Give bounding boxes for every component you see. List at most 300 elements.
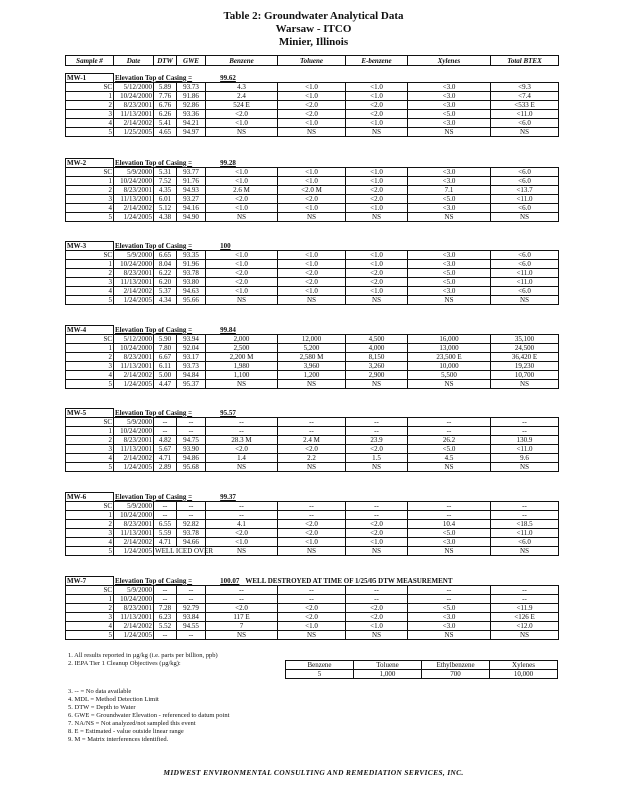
table-cell: 11/13/2001 xyxy=(114,445,154,454)
table-cell: 4 xyxy=(66,287,114,296)
ieta-benzene-header: Benzene xyxy=(286,661,354,670)
table-cell: 1 xyxy=(66,595,114,604)
table-cell: 2.2 xyxy=(278,454,346,463)
table-cell: 5/9/2000 xyxy=(114,168,154,177)
table-cell: <6.0 xyxy=(491,287,559,296)
table-row xyxy=(66,269,559,278)
table-row xyxy=(66,278,559,287)
table-row xyxy=(66,622,559,631)
table-cell: -- xyxy=(154,595,177,604)
table-cell: 4 xyxy=(66,119,114,128)
table-cell: -- xyxy=(206,595,278,604)
table-cell: 11/13/2001 xyxy=(114,362,154,371)
table-cell: <2.0 xyxy=(278,278,346,287)
table-cell: <11.0 xyxy=(491,110,559,119)
table-cell: 1/24/2005 xyxy=(114,380,154,389)
table-cell: <1.0 xyxy=(206,204,278,213)
table-cell: 10.4 xyxy=(408,520,491,529)
well-status-note: WELL DESTROYED AT TIME OF 1/25/05 DTW MEASUREMENT xyxy=(245,576,453,585)
table-cell: 93.77 xyxy=(177,168,206,177)
ieta-toluene-header: Toluene xyxy=(354,661,422,670)
table-cell: <3.0 xyxy=(408,92,491,101)
table-cell: <6.0 xyxy=(491,538,559,547)
column-header-row xyxy=(66,56,559,66)
table-row xyxy=(66,344,559,353)
table-cell: 8/23/2001 xyxy=(114,269,154,278)
table-cell: -- xyxy=(491,502,559,511)
col-xylenes: Xylenes xyxy=(408,56,491,66)
table-cell: 2 xyxy=(66,520,114,529)
table-cell: 7.1 xyxy=(408,186,491,195)
company-footer: MIDWEST ENVIRONMENTAL CONSULTING AND REMEDIATION SERVICES, INC. xyxy=(163,768,464,777)
table-cell: -- xyxy=(491,595,559,604)
table-cell: 94.97 xyxy=(177,128,206,137)
table-cell: <1.0 xyxy=(346,177,408,186)
well-name: MW-5 xyxy=(66,409,114,418)
well-header-row xyxy=(66,159,559,168)
table-cell: <126 E xyxy=(491,613,559,622)
table-cell: 6.55 xyxy=(154,520,177,529)
col-dtw: DTW xyxy=(154,56,177,66)
table-cell: -- xyxy=(408,502,491,511)
well-header-row xyxy=(66,409,559,418)
table-cell: 7 xyxy=(206,622,278,631)
table-cell: <2.0 xyxy=(278,520,346,529)
table-cell: 5/12/2000 xyxy=(114,83,154,92)
table-cell: 4 xyxy=(66,371,114,380)
table-cell: <6.0 xyxy=(491,204,559,213)
table-cell: 94.84 xyxy=(177,371,206,380)
table-cell: 1/24/2005 xyxy=(114,463,154,472)
table-cell: <6.0 xyxy=(491,168,559,177)
table-cell: <1.0 xyxy=(206,119,278,128)
col-toluene: Toluene xyxy=(278,56,346,66)
elevation-label: Elevation Top of Casing = xyxy=(115,325,193,334)
table-cell: <2.0 xyxy=(346,101,408,110)
table-cell: 5 xyxy=(66,213,114,222)
table-row xyxy=(66,613,559,622)
table-cell: 95.68 xyxy=(177,463,206,472)
table-cell: NS xyxy=(206,380,278,389)
table-cell: -- xyxy=(491,418,559,427)
table-cell: 2.89 xyxy=(154,463,177,472)
well-header-row xyxy=(66,74,559,83)
table-cell: 1/24/2005 xyxy=(114,547,154,556)
table-cell: 93.78 xyxy=(177,529,206,538)
table-cell: 2/14/2002 xyxy=(114,622,154,631)
table-cell: 93.27 xyxy=(177,195,206,204)
table-cell: 11/13/2001 xyxy=(114,278,154,287)
table-cell: <6.0 xyxy=(491,251,559,260)
table-cell: -- xyxy=(278,502,346,511)
table-cell: NS xyxy=(346,463,408,472)
table-cell: 10,700 xyxy=(491,371,559,380)
table-cell: SC xyxy=(66,418,114,427)
table-cell: 11/13/2001 xyxy=(114,613,154,622)
table-cell: 1 xyxy=(66,260,114,269)
table-cell: <7.4 xyxy=(491,92,559,101)
table-cell: <11.0 xyxy=(491,445,559,454)
table-cell: <2.0 xyxy=(346,529,408,538)
table-cell: 6.22 xyxy=(154,269,177,278)
table-cell: 5.12 xyxy=(154,204,177,213)
table-row xyxy=(66,128,559,137)
table-cell: 6.23 xyxy=(154,613,177,622)
column-header-table xyxy=(65,55,559,66)
table-cell: 2/14/2002 xyxy=(114,287,154,296)
table-cell: <2.0 xyxy=(346,269,408,278)
table-cell: 130.9 xyxy=(491,436,559,445)
table-cell: <1.0 xyxy=(278,119,346,128)
table-cell: 4.34 xyxy=(154,296,177,305)
table-cell: 5.52 xyxy=(154,622,177,631)
table-cell: <533 E xyxy=(491,101,559,110)
table-cell: 5.00 xyxy=(154,371,177,380)
table-cell: 4.71 xyxy=(154,454,177,463)
well-table-mw-6 xyxy=(65,492,559,556)
table-cell: -- xyxy=(278,511,346,520)
table-cell: 5/12/2000 xyxy=(114,335,154,344)
table-row xyxy=(66,213,559,222)
table-cell: <2.0 xyxy=(278,613,346,622)
col-date: Date xyxy=(114,56,154,66)
table-cell: -- xyxy=(278,418,346,427)
table-cell: NS xyxy=(408,296,491,305)
table-cell: 23,500 E xyxy=(408,353,491,362)
table-cell: 1 xyxy=(66,427,114,436)
table-cell: -- xyxy=(346,511,408,520)
table-cell: <3.0 xyxy=(408,251,491,260)
table-cell: 2,900 xyxy=(346,371,408,380)
table-cell: 94.75 xyxy=(177,436,206,445)
table-cell: -- xyxy=(177,595,206,604)
table-cell: 91.86 xyxy=(177,92,206,101)
table-row xyxy=(66,296,559,305)
table-cell: 6.01 xyxy=(154,195,177,204)
well-header-row xyxy=(66,493,559,502)
table-cell: -- xyxy=(408,418,491,427)
table-row xyxy=(66,586,559,595)
table-cell: 2 xyxy=(66,436,114,445)
table-cell: -- xyxy=(491,511,559,520)
table-cell: <1.0 xyxy=(346,251,408,260)
table-cell: NS xyxy=(346,380,408,389)
notes-bottom xyxy=(68,688,229,744)
table-cell: NS xyxy=(278,380,346,389)
table-row xyxy=(66,595,559,604)
table-cell: NS xyxy=(278,213,346,222)
elevation-label: Elevation Top of Casing = xyxy=(115,492,193,501)
table-cell: <12.0 xyxy=(491,622,559,631)
note-5: 5. DTW = Depth to Water xyxy=(68,704,136,711)
table-cell: 1,980 xyxy=(206,362,278,371)
table-cell: 93.73 xyxy=(177,362,206,371)
table-cell: 94.63 xyxy=(177,287,206,296)
table-cell: 8/23/2001 xyxy=(114,604,154,613)
table-cell: 5 xyxy=(66,380,114,389)
well-name: MW-7 xyxy=(66,577,114,586)
table-cell: 91.76 xyxy=(177,177,206,186)
table-row xyxy=(66,631,559,640)
table-cell: 26.2 xyxy=(408,436,491,445)
table-cell: 4.5 xyxy=(408,454,491,463)
elevation-label: Elevation Top of Casing = xyxy=(115,158,193,167)
note-6: 6. GWE = Groundwater Elevation - referenced to datum point xyxy=(68,712,230,719)
table-cell: 36,420 E xyxy=(491,353,559,362)
table-cell: 3 xyxy=(66,110,114,119)
well-table-mw-5 xyxy=(65,408,559,472)
table-row xyxy=(66,511,559,520)
table-cell: <1.0 xyxy=(346,83,408,92)
table-cell: NS xyxy=(278,296,346,305)
table-cell: WELL ICED OVER xyxy=(155,547,214,555)
table-cell: NS xyxy=(346,631,408,640)
table-cell: 2 xyxy=(66,186,114,195)
table-row xyxy=(66,119,559,128)
table-cell: 93.90 xyxy=(177,445,206,454)
table-cell: <1.0 xyxy=(278,538,346,547)
table-row xyxy=(66,520,559,529)
col-benzene: Benzene xyxy=(206,56,278,66)
table-cell: -- xyxy=(491,586,559,595)
table-cell: 92.82 xyxy=(177,520,206,529)
note-8: 8. E = Estimated - value outside linear range xyxy=(68,728,184,735)
table-cell: 3 xyxy=(66,613,114,622)
table-cell: 10/24/2000 xyxy=(114,177,154,186)
well-name: MW-4 xyxy=(66,326,114,335)
table-cell: NS xyxy=(408,128,491,137)
table-cell: -- xyxy=(154,586,177,595)
table-cell: <13.7 xyxy=(491,186,559,195)
table-cell: 11/13/2001 xyxy=(114,110,154,119)
table-cell: <5.0 xyxy=(408,604,491,613)
table-cell: 5.89 xyxy=(154,83,177,92)
elevation-label: Elevation Top of Casing = xyxy=(115,241,193,250)
table-cell: 2/14/2002 xyxy=(114,454,154,463)
table-cell: <2.0 xyxy=(206,278,278,287)
table-cell: 93.17 xyxy=(177,353,206,362)
table-cell: <2.0 xyxy=(278,445,346,454)
table-cell: 94.90 xyxy=(177,213,206,222)
elevation-value: 99.28 xyxy=(220,158,236,167)
table-cell: <1.0 xyxy=(206,177,278,186)
table-cell: <11.9 xyxy=(491,604,559,613)
table-cell: 2,000 xyxy=(206,335,278,344)
table-cell: 5,500 xyxy=(408,371,491,380)
elevation-value: 99.37 xyxy=(220,492,236,501)
table-cell: 5,200 xyxy=(278,344,346,353)
table-cell: <3.0 xyxy=(408,101,491,110)
table-cell: -- xyxy=(206,502,278,511)
table-cell: -- xyxy=(177,418,206,427)
table-cell: <1.0 xyxy=(278,287,346,296)
table-cell: <1.0 xyxy=(206,260,278,269)
well-table-mw-4 xyxy=(65,325,559,389)
table-cell: NS xyxy=(206,547,278,556)
well-table-mw-2 xyxy=(65,158,559,222)
table-cell: 92.04 xyxy=(177,344,206,353)
table-cell: 3 xyxy=(66,529,114,538)
table-cell: 6.11 xyxy=(154,362,177,371)
table-cell: 4.65 xyxy=(154,128,177,137)
ieta-ethylbenzene-header: Ethylbenzene xyxy=(422,661,490,670)
table-cell: <1.0 xyxy=(278,622,346,631)
table-cell: 92.79 xyxy=(177,604,206,613)
notes-top xyxy=(68,652,218,668)
table-cell: NS xyxy=(491,631,559,640)
table-cell: 7.28 xyxy=(154,604,177,613)
table-cell: 4.3 xyxy=(206,83,278,92)
well-table-mw-3 xyxy=(65,241,559,305)
well-name: MW-3 xyxy=(66,242,114,251)
table-cell: 8,150 xyxy=(346,353,408,362)
table-row xyxy=(66,195,559,204)
table-cell: <18.5 xyxy=(491,520,559,529)
table-cell: -- xyxy=(177,511,206,520)
table-cell: 7.80 xyxy=(154,344,177,353)
table-cell: 3 xyxy=(66,445,114,454)
ieta-benzene-value: 5 xyxy=(286,670,354,679)
table-cell: 5/9/2000 xyxy=(114,502,154,511)
table-cell: -- xyxy=(346,586,408,595)
table-cell: 1/25/2005 xyxy=(114,128,154,137)
elevation-cell xyxy=(114,159,559,168)
table-cell: 1/24/2005 xyxy=(114,631,154,640)
table-cell: 4.71 xyxy=(154,538,177,547)
table-cell: NS xyxy=(408,380,491,389)
table-cell: 4 xyxy=(66,538,114,547)
table-cell: -- xyxy=(346,595,408,604)
table-cell: <11.0 xyxy=(491,195,559,204)
elevation-cell xyxy=(114,74,559,83)
table-cell: <2.0 xyxy=(346,278,408,287)
table-cell: 93.35 xyxy=(177,251,206,260)
table-cell: 524 E xyxy=(206,101,278,110)
table-row xyxy=(66,287,559,296)
elevation-cell xyxy=(114,493,559,502)
table-cell: NS xyxy=(346,128,408,137)
note-4: 4. MDL = Method Detection Limit xyxy=(68,696,159,703)
table-cell: -- xyxy=(154,631,177,640)
table-cell: -- xyxy=(278,586,346,595)
table-row xyxy=(66,177,559,186)
table-row xyxy=(66,353,559,362)
table-cell: 4.47 xyxy=(154,380,177,389)
table-cell: 23.9 xyxy=(346,436,408,445)
table-cell: 10,000 xyxy=(408,362,491,371)
note-7: 7. NA/NS = Not analyzed/not sampled this event xyxy=(68,720,196,727)
table-cell: NS xyxy=(278,128,346,137)
table-cell: NS xyxy=(346,296,408,305)
table-cell: <2.0 xyxy=(206,604,278,613)
table-cell: 2.4 M xyxy=(278,436,346,445)
well-table-mw-1 xyxy=(65,73,559,137)
table-cell: NS xyxy=(206,631,278,640)
table-cell: <2.0 xyxy=(278,101,346,110)
table-cell: -- xyxy=(346,427,408,436)
table-cell: 10/24/2000 xyxy=(114,427,154,436)
table-cell: NS xyxy=(408,213,491,222)
well-header-row xyxy=(66,326,559,335)
table-cell: 5/9/2000 xyxy=(114,418,154,427)
table-cell: <2.0 xyxy=(346,110,408,119)
site-location: Minier, Illinois xyxy=(278,36,349,48)
table-row xyxy=(66,362,559,371)
table-cell: 3 xyxy=(66,195,114,204)
table-cell: 1 xyxy=(66,92,114,101)
table-cell: -- xyxy=(408,595,491,604)
table-cell: 3 xyxy=(66,278,114,287)
table-cell: <3.0 xyxy=(408,613,491,622)
elevation-cell xyxy=(114,326,559,335)
table-cell: 1.5 xyxy=(346,454,408,463)
table-cell: -- xyxy=(206,511,278,520)
table-cell: <1.0 xyxy=(206,287,278,296)
table-cell: 4.35 xyxy=(154,186,177,195)
table-row xyxy=(66,538,559,547)
table-cell: 4.82 xyxy=(154,436,177,445)
table-cell: 94.21 xyxy=(177,119,206,128)
table-cell: -- xyxy=(177,586,206,595)
table-cell: <1.0 xyxy=(278,204,346,213)
table-cell: NS xyxy=(278,631,346,640)
table-row xyxy=(66,436,559,445)
table-cell: 1.4 xyxy=(206,454,278,463)
table-cell: <1.0 xyxy=(346,287,408,296)
elevation-value: 100.07 xyxy=(220,576,240,585)
table-cell: 91.96 xyxy=(177,260,206,269)
table-cell: -- xyxy=(206,586,278,595)
table-cell: 5.59 xyxy=(154,529,177,538)
table-cell: <2.0 xyxy=(346,195,408,204)
table-cell: <6.0 xyxy=(491,260,559,269)
table-cell: 2/14/2002 xyxy=(114,119,154,128)
table-cell: <9.3 xyxy=(491,83,559,92)
table-cell: NS xyxy=(206,128,278,137)
ieta-ethylbenzene-value: 700 xyxy=(422,670,490,679)
table-cell: SC xyxy=(66,83,114,92)
table-cell: <11.0 xyxy=(491,269,559,278)
table-cell: 4 xyxy=(66,204,114,213)
table-cell: <1.0 xyxy=(278,83,346,92)
elevation-cell xyxy=(114,242,559,251)
table-cell: <2.0 xyxy=(346,186,408,195)
table-cell: 10/24/2000 xyxy=(114,511,154,520)
table-cell: <3.0 xyxy=(408,119,491,128)
cleanup-objectives xyxy=(285,660,558,679)
ieta-xylenes-header: Xylenes xyxy=(490,661,558,670)
table-cell: <1.0 xyxy=(346,260,408,269)
well-name: MW-2 xyxy=(66,159,114,168)
table-title: Table 2: Groundwater Analytical Data xyxy=(223,10,404,22)
table-cell: -- xyxy=(177,631,206,640)
table-cell: 94.55 xyxy=(177,622,206,631)
table-cell: <1.0 xyxy=(346,538,408,547)
table-row xyxy=(66,604,559,613)
table-cell: 13,000 xyxy=(408,344,491,353)
table-cell: 24,500 xyxy=(491,344,559,353)
table-cell: NS xyxy=(206,463,278,472)
table-cell: 94.16 xyxy=(177,204,206,213)
table-cell: 93.94 xyxy=(177,335,206,344)
table-cell: -- xyxy=(177,502,206,511)
table-cell: 5.37 xyxy=(154,287,177,296)
table-cell: 95.66 xyxy=(177,296,206,305)
table-cell: 6.76 xyxy=(154,101,177,110)
note-1: 1. All results reported in µg/kg (i.e. parts per billion, ppb) xyxy=(68,652,218,659)
table-cell: 2 xyxy=(66,101,114,110)
table-cell: 10/24/2000 xyxy=(114,260,154,269)
